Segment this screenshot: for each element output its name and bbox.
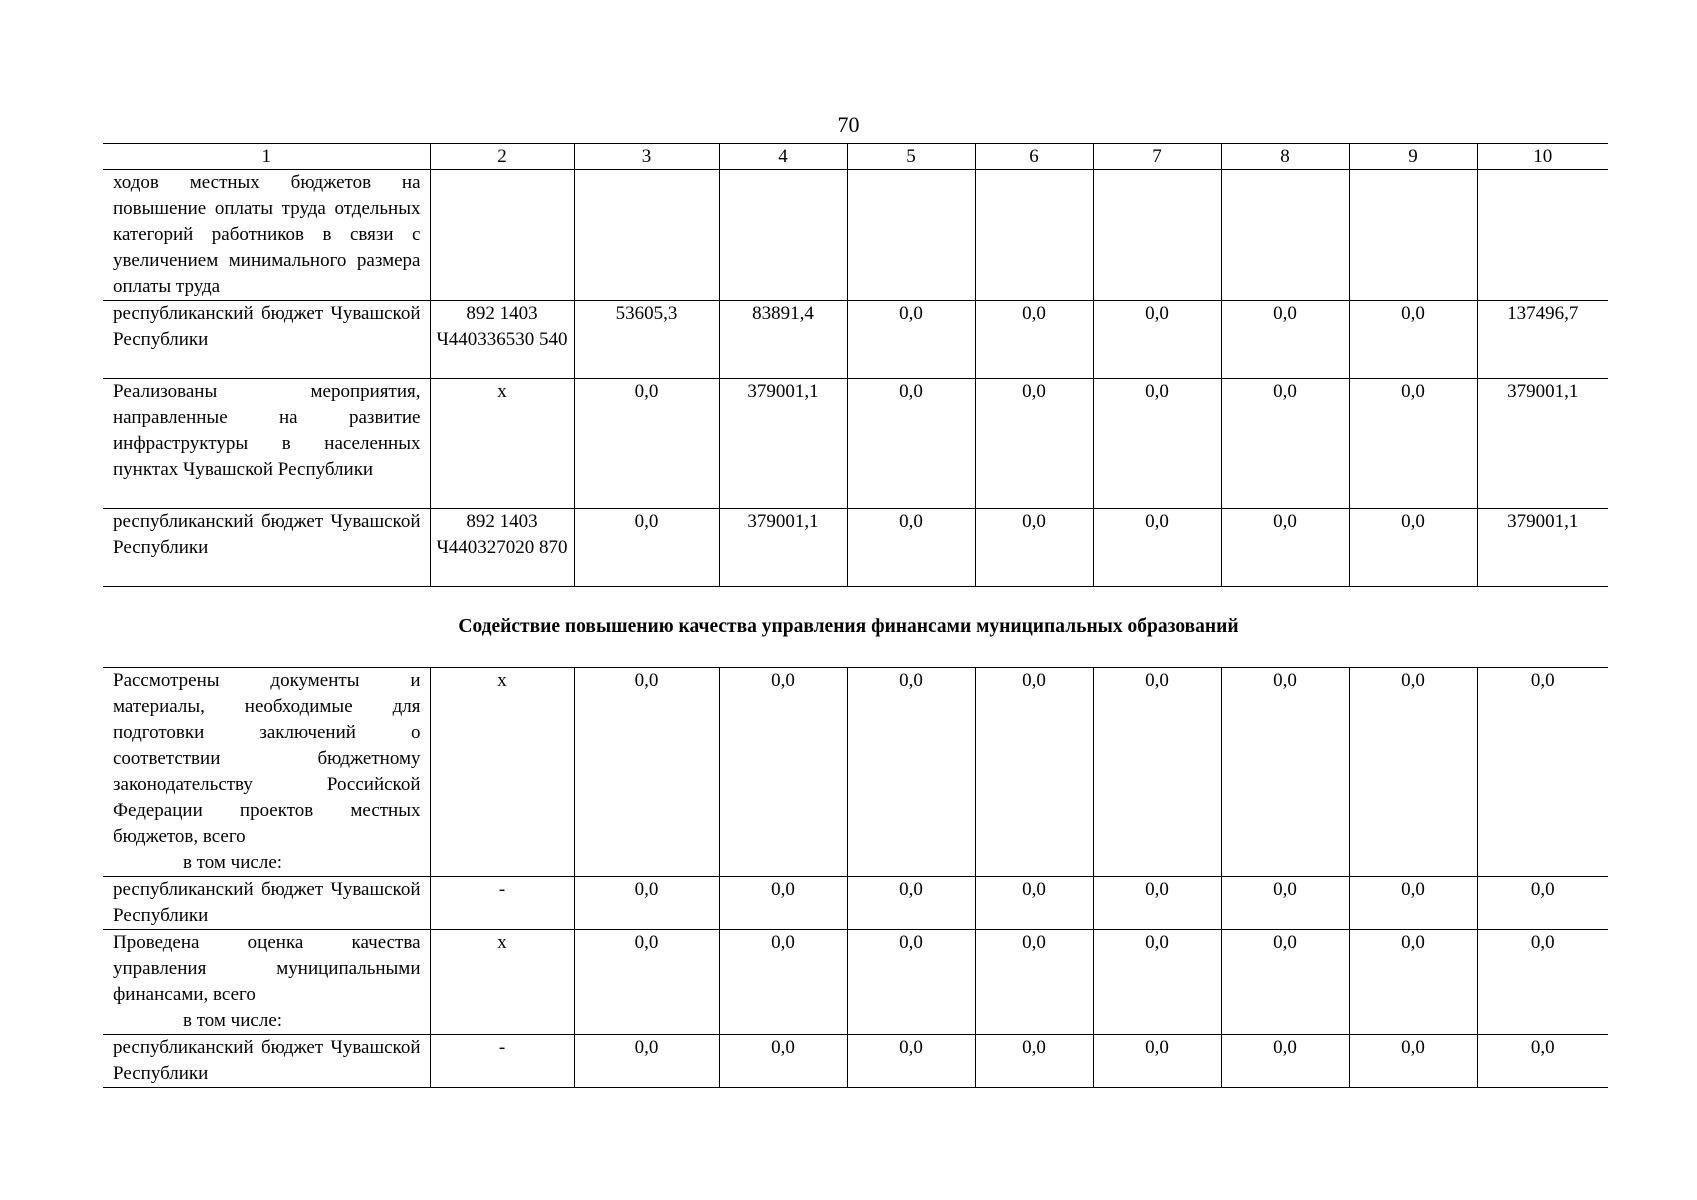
header-cell: 1: [103, 144, 430, 170]
total-cell: 0,0: [1477, 668, 1608, 877]
value-cell: 0,0: [1093, 668, 1221, 877]
budget-table-bottom: [103, 667, 1608, 1088]
total-cell: 137496,7: [1477, 301, 1608, 379]
value-cell: 0,0: [975, 930, 1093, 1035]
value-cell: 0,0: [847, 379, 975, 509]
value-cell: 0,0: [1349, 1035, 1477, 1088]
row-description: республиканский бюджет Чувашской Республики: [103, 301, 430, 379]
value-cell: 0,0: [1093, 509, 1221, 587]
value-cell: 0,0: [1221, 379, 1349, 509]
page-number: 70: [837, 112, 860, 137]
value-cell: [1349, 170, 1477, 301]
value-cell: 0,0: [1349, 301, 1477, 379]
row-description: республиканский бюджет Чувашской Республики: [103, 509, 430, 587]
value-cell: 0,0: [1221, 1035, 1349, 1088]
value-cell: 0,0: [847, 930, 975, 1035]
value-cell: 0,0: [1349, 379, 1477, 509]
total-cell: 379001,1: [1477, 379, 1608, 509]
value-cell: [847, 170, 975, 301]
budget-code-cell: -: [430, 877, 574, 930]
header-cell: 2: [430, 144, 574, 170]
value-cell: 0,0: [574, 930, 719, 1035]
value-cell: 0,0: [574, 1035, 719, 1088]
value-cell: 0,0: [1093, 1035, 1221, 1088]
value-cell: 53605,3: [574, 301, 719, 379]
value-cell: 0,0: [719, 930, 847, 1035]
value-cell: 0,0: [975, 877, 1093, 930]
budget-code-cell: -: [430, 1035, 574, 1088]
budget-code-cell: 892 1403 Ч440327020 870: [430, 509, 574, 587]
header-cell: 6: [975, 144, 1093, 170]
value-cell: 0,0: [975, 1035, 1093, 1088]
value-cell: 0,0: [975, 379, 1093, 509]
row-subnote: в том числе:: [183, 852, 283, 873]
value-cell: 0,0: [847, 668, 975, 877]
row-description: [103, 668, 430, 877]
value-cell: 0,0: [847, 877, 975, 930]
table-header-row: [103, 144, 1608, 170]
value-cell: 0,0: [1093, 301, 1221, 379]
row-subnote: в том числе:: [183, 1010, 283, 1031]
total-cell: [1477, 170, 1608, 301]
table-row: [103, 930, 1608, 1035]
value-cell: 0,0: [574, 509, 719, 587]
value-cell: 0,0: [1093, 930, 1221, 1035]
total-cell: 0,0: [1477, 1035, 1608, 1088]
budget-code-cell: х: [430, 379, 574, 509]
total-cell: 379001,1: [1477, 509, 1608, 587]
total-cell: 0,0: [1477, 877, 1608, 930]
row-description: [103, 930, 430, 1035]
section-title: Содействие повышению качества управления финансами муниципальных образований: [458, 616, 1239, 637]
value-cell: 0,0: [1349, 930, 1477, 1035]
value-cell: 0,0: [1093, 877, 1221, 930]
value-cell: 0,0: [574, 668, 719, 877]
budget-code-cell: х: [430, 930, 574, 1035]
row-description-text: Рассмотрены документы и материалы, необходимые для подготовки заключений о соответствии бюджетному законодательству Российской Федерации проектов местных бюджетов, всего: [113, 670, 421, 847]
value-cell: 379001,1: [719, 509, 847, 587]
table-row: [103, 1035, 1608, 1088]
table-row: [103, 379, 1608, 509]
value-cell: 0,0: [719, 1035, 847, 1088]
value-cell: 0,0: [719, 877, 847, 930]
budget-code-cell: 892 1403 Ч440336530 540: [430, 301, 574, 379]
value-cell: 0,0: [574, 877, 719, 930]
row-description: республиканский бюджет Чувашской Республики: [103, 877, 430, 930]
value-cell: 0,0: [847, 1035, 975, 1088]
table-row: [103, 301, 1608, 379]
value-cell: 0,0: [847, 301, 975, 379]
value-cell: 0,0: [1221, 509, 1349, 587]
table-row: [103, 509, 1608, 587]
value-cell: 0,0: [574, 379, 719, 509]
value-cell: 0,0: [1221, 877, 1349, 930]
value-cell: 0,0: [975, 509, 1093, 587]
value-cell: 0,0: [1349, 877, 1477, 930]
budget-table-top: [103, 143, 1608, 587]
value-cell: [1093, 170, 1221, 301]
value-cell: [975, 170, 1093, 301]
value-cell: 0,0: [1349, 668, 1477, 877]
header-cell: 9: [1349, 144, 1477, 170]
row-description-text: Проведена оценка качества управления муниципальными финансами, всего: [113, 932, 421, 1005]
row-description: ходов местных бюджетов на повышение оплаты труда отдельных категорий работников в связи с увеличением минимального размера оплаты труда: [103, 170, 430, 301]
table-row: [103, 170, 1608, 301]
value-cell: 0,0: [1093, 379, 1221, 509]
value-cell: [574, 170, 719, 301]
header-cell: 4: [719, 144, 847, 170]
header-cell: 5: [847, 144, 975, 170]
value-cell: [1221, 170, 1349, 301]
value-cell: 0,0: [719, 668, 847, 877]
table-row: [103, 877, 1608, 930]
value-cell: 83891,4: [719, 301, 847, 379]
value-cell: [719, 170, 847, 301]
header-cell: 7: [1093, 144, 1221, 170]
value-cell: 0,0: [975, 668, 1093, 877]
header-cell: 3: [574, 144, 719, 170]
budget-code-cell: х: [430, 668, 574, 877]
total-cell: 0,0: [1477, 930, 1608, 1035]
budget-code-cell: [430, 170, 574, 301]
table-row: [103, 668, 1608, 877]
value-cell: 0,0: [1221, 930, 1349, 1035]
value-cell: 0,0: [847, 509, 975, 587]
value-cell: 0,0: [975, 301, 1093, 379]
row-description: республиканский бюджет Чувашской Республики: [103, 1035, 430, 1088]
value-cell: 0,0: [1221, 301, 1349, 379]
row-description: Реализованы мероприятия, направленные на развитие инфраструктуры в населенных пунктах Чувашской Республики: [103, 379, 430, 509]
header-cell: 8: [1221, 144, 1349, 170]
value-cell: 0,0: [1349, 509, 1477, 587]
value-cell: 0,0: [1221, 668, 1349, 877]
value-cell: 379001,1: [719, 379, 847, 509]
header-cell: 10: [1477, 144, 1608, 170]
